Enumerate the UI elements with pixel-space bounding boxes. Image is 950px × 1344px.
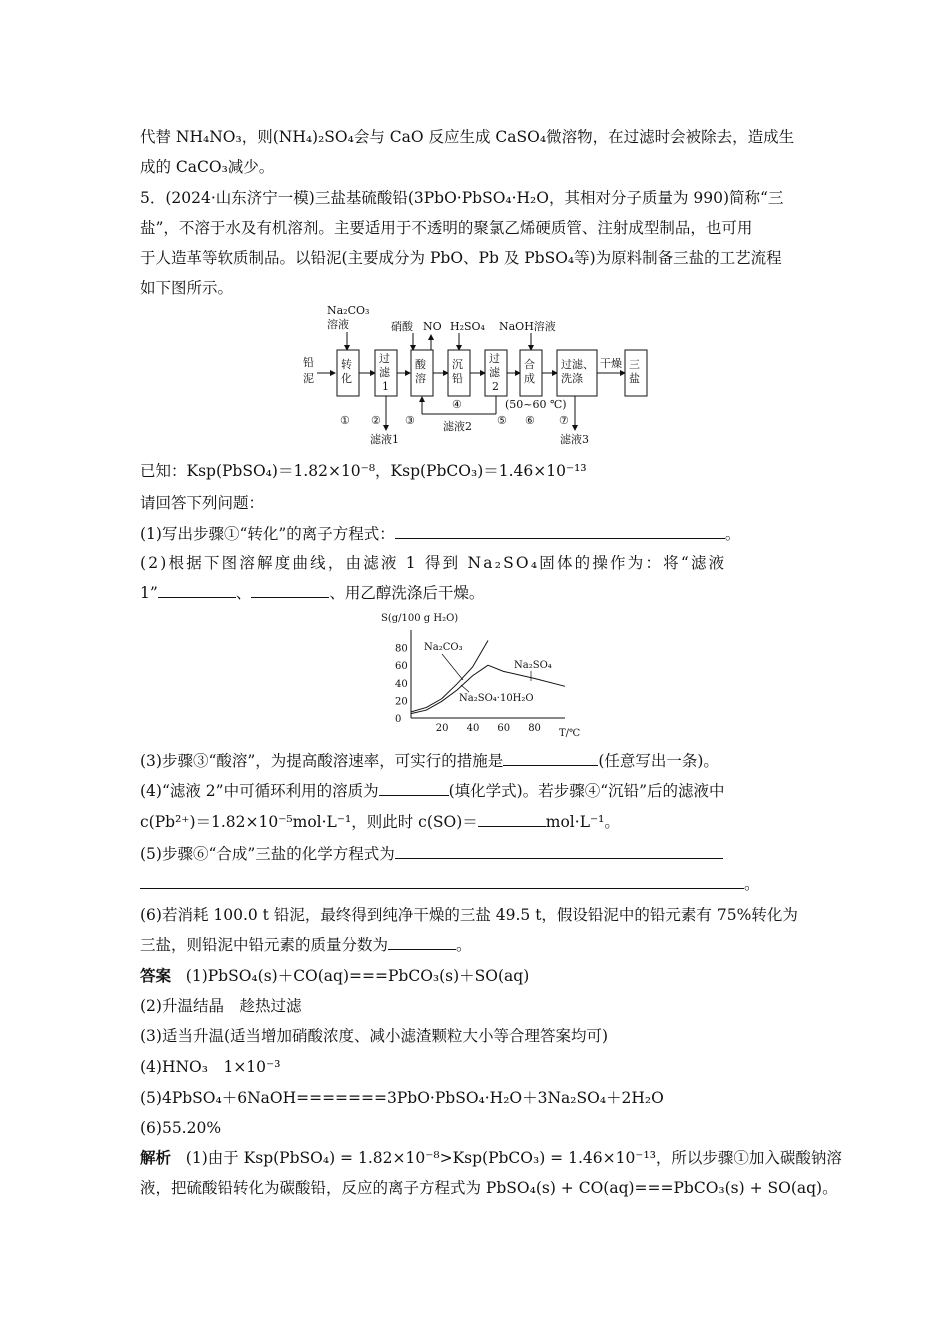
- q5-blank-1[interactable]: [395, 844, 723, 859]
- reagent-naoh: NaOH溶液: [499, 320, 556, 333]
- q4-text-b: (填化学式)。若步骤④“沉铅”后的滤液中: [448, 782, 725, 800]
- q1-line: [140, 524, 740, 544]
- q3-end: (任意写出一条)。: [598, 752, 719, 770]
- q3-line: [140, 751, 719, 771]
- reagent-na2co3: Na₂CO₃: [327, 304, 370, 317]
- q4-blank-2[interactable]: [478, 812, 546, 827]
- analysis-line-1: [140, 1148, 842, 1168]
- input-label-2: 泥: [303, 372, 314, 385]
- svg-text:转: 转: [341, 358, 352, 371]
- q6-line-1: (6)若消耗 100.0 t 铅泥，最终得到纯净干燥的三盐 49.5 t，假设铅泥中的铅元素有 75%转化为: [140, 906, 798, 924]
- step-6: ⑥: [525, 414, 535, 427]
- step-7: ⑦: [559, 414, 569, 427]
- q1-end: 。: [724, 525, 741, 543]
- filtrate-3-label: 滤液3: [560, 433, 589, 446]
- answer-6: (6)55.20%: [140, 1119, 222, 1137]
- answer-label: 答案: [140, 966, 172, 985]
- reagent-h2so4: H₂SO₄: [450, 320, 485, 333]
- svg-text:沉: 沉: [452, 358, 463, 371]
- q3-answer-blank[interactable]: [503, 751, 598, 766]
- q4-line-1: [140, 781, 725, 801]
- q2-blank-2[interactable]: [251, 583, 329, 598]
- x-tick-label: 60: [497, 723, 511, 734]
- series-label-na2so4-10h2o: Na₂SO₄·10H₂O: [459, 693, 534, 704]
- q2-line-2: [140, 583, 484, 603]
- svg-text:合: 合: [524, 358, 535, 371]
- svg-text:过: 过: [379, 352, 390, 365]
- svg-text:化: 化: [341, 372, 352, 385]
- step-3: ③: [405, 414, 415, 427]
- intro-line-1: 代替 NH₄NO₃，则(NH₄)₂SO₄会与 CaO 反应生成 CaSO₄微溶物，在过滤时会被除去，造成生: [140, 128, 795, 146]
- y-tick-label: 0: [395, 714, 402, 725]
- y-tick-label: 60: [395, 661, 408, 673]
- q5-text: (5)步骤⑥“合成”三盐的化学方程式为: [140, 845, 395, 863]
- svg-text:1: 1: [382, 380, 389, 393]
- q2-blank-1[interactable]: [158, 583, 236, 598]
- question-line-4: 如下图所示。: [140, 279, 234, 297]
- q4-text-a: (4)“滤液 2”中可循环利用的溶质为: [140, 782, 379, 800]
- q5-blank-2[interactable]: [140, 874, 744, 889]
- answer-5: (5)4PbSO₄＋6NaOH=======3PbO·PbSO₄·H₂O＋3Na₂SO₄＋2H₂O: [140, 1089, 664, 1107]
- q5-line-1: [140, 844, 723, 864]
- svg-text:溶: 溶: [415, 372, 426, 385]
- reagent-solution: 溶液: [327, 318, 349, 331]
- q4-text-d: mol·L⁻¹。: [545, 813, 620, 831]
- q2-prefix: 1”: [140, 584, 158, 602]
- y-tick-label: 80: [395, 643, 408, 655]
- answer-1: (1)PbSO₄(s)＋CO(aq)===PbCO₃(s)＋SO(aq): [185, 967, 530, 985]
- x-tick-label: 80: [528, 723, 541, 734]
- q4-blank-1[interactable]: [379, 781, 449, 796]
- filtrate-1-label: 滤液1: [370, 433, 399, 446]
- series-line-1: [411, 665, 488, 713]
- svg-text:滤: 滤: [379, 366, 390, 379]
- chart-ylabel: S(g/100 g H₂O): [381, 613, 459, 624]
- step-1: ①: [340, 414, 350, 427]
- step-2: ②: [371, 414, 381, 427]
- analysis-text-1: (1)由于 Ksp(PbSO₄) = 1.82×10⁻⁸>Ksp(PbCO₃) = 1.46×10⁻¹³，所以步骤①加入碳酸钠溶: [185, 1149, 842, 1167]
- x-tick-label: 20: [435, 723, 449, 734]
- answer-4: (4)HNO₃ 1×10⁻³: [140, 1058, 281, 1076]
- y-tick-label: 40: [395, 678, 408, 690]
- svg-text:洗涤: 洗涤: [561, 372, 583, 385]
- y-tick-label: 20: [395, 696, 408, 708]
- dry-label: 干燥: [600, 357, 622, 370]
- q1-text: (1)写出步骤①“转化”的离子方程式：: [140, 525, 395, 543]
- filtrate-2-label: 滤液2: [443, 420, 472, 433]
- step-5: ⑤: [497, 414, 507, 427]
- q1-answer-blank[interactable]: [395, 524, 725, 539]
- svg-text:2: 2: [492, 380, 499, 393]
- process-flowchart: [295, 300, 660, 450]
- input-label-1: 铅: [303, 356, 314, 369]
- svg-text:过: 过: [489, 352, 500, 365]
- svg-text:铅: 铅: [452, 372, 463, 385]
- q4-line-2: [140, 812, 620, 832]
- temperature-label: (50~60 ℃): [505, 398, 567, 411]
- question-line-3: 于人造革等软质制品。以铅泥(主要成分为 PbO、Pb 及 PbSO₄等)为原料制备三盐的工艺流程: [140, 249, 782, 267]
- q4-text-c: c(Pb²⁺)＝1.82×10⁻⁵mol·L⁻¹，则此时 c(SO)＝: [140, 813, 478, 831]
- q6-end: 。: [456, 936, 472, 954]
- answer-line-1: [140, 966, 529, 986]
- x-tick-label: 40: [466, 723, 480, 734]
- q6-blank[interactable]: [388, 935, 456, 950]
- reagent-no: NO: [423, 320, 442, 333]
- q5-end: 。: [744, 875, 760, 893]
- svg-text:三: 三: [629, 358, 640, 371]
- svg-text:过滤、: 过滤、: [561, 358, 594, 371]
- answer-3: (3)适当升温(适当增加硝酸浓度、减小滤渣颗粒大小等合理答案均可): [140, 1027, 609, 1045]
- question-line-1: 5．(2024·山东济宁一模)三盐基硫酸铅(3PbO·PbSO₄·H₂O，其相对分子质量为 990)简称“三: [140, 189, 784, 207]
- answer-2: (2)升温结晶 趁热过滤: [140, 997, 302, 1015]
- svg-text:滤: 滤: [489, 366, 500, 379]
- q2-line-1: (2)根据下图溶解度曲线，由滤液 1 得到 Na₂SO₄固体的操作为：将“滤液: [140, 554, 727, 572]
- series-label-na2so4: Na₂SO₄: [514, 660, 552, 671]
- q3-text: (3)步骤③“酸溶”，为提高酸溶速率，可实行的措施是: [140, 752, 504, 770]
- svg-text:酸: 酸: [415, 358, 426, 371]
- q6-text: 三盐，则铅泥中铅元素的质量分数为: [140, 936, 389, 954]
- reagent-hno3: 硝酸: [391, 320, 413, 333]
- series-label-na2co3: Na₂CO₃: [424, 642, 463, 653]
- q2-suffix: 、用乙醇洗涤后干燥。: [329, 584, 485, 602]
- chart-xlabel: T/℃: [559, 728, 581, 739]
- q5-line-2: [140, 874, 760, 894]
- known-constants: 已知：Ksp(PbSO₄)＝1.82×10⁻⁸，Ksp(PbCO₃)＝1.46×10⁻¹³: [140, 462, 587, 480]
- q2-sep: 、: [235, 584, 252, 602]
- step-4: ④: [452, 398, 462, 411]
- analysis-label: 解析: [140, 1148, 172, 1167]
- q6-line-2: [140, 935, 472, 955]
- prompt-text: 请回答下列问题：: [140, 494, 265, 512]
- analysis-line-2: 液，把硫酸铅转化为碳酸铅，反应的离子方程式为 PbSO₄(s) + CO(aq)===PbCO₃(s) + SO(aq)。: [140, 1179, 838, 1197]
- solubility-chart: [375, 608, 585, 740]
- svg-text:盐: 盐: [629, 372, 640, 385]
- intro-line-2: 成的 CaCO₃减少。: [140, 158, 275, 176]
- question-line-2: 盐”，不溶于水及有机溶剂。主要适用于不透明的聚氯乙烯硬质管、注射成型制品，也可用: [140, 219, 753, 237]
- svg-text:成: 成: [524, 372, 535, 385]
